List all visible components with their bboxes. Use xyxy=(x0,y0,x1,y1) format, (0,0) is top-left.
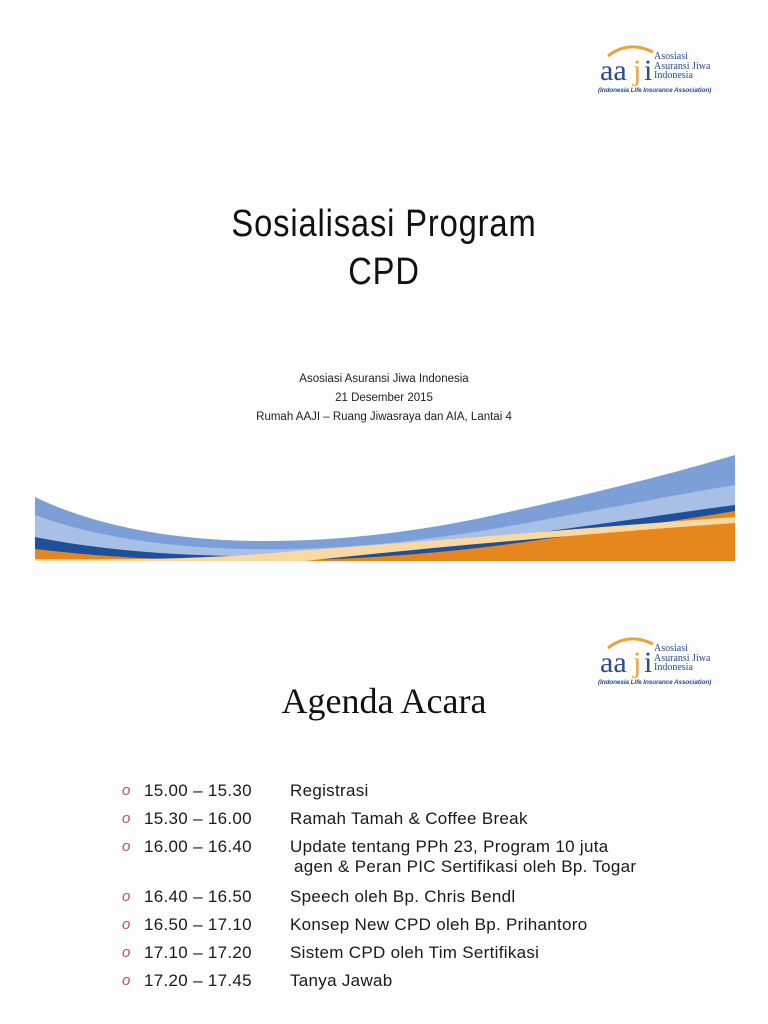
aaji-logo xyxy=(598,42,748,104)
bullet-icon: o xyxy=(122,838,131,855)
agenda-item xyxy=(122,805,636,833)
agenda-list xyxy=(122,777,636,995)
agenda-item xyxy=(122,967,636,995)
agenda-desc: Registrasi xyxy=(290,781,369,800)
svg-text:aa: aa xyxy=(600,54,627,86)
agenda-desc: Konsep New CPD oleh Bp. Prihantoro xyxy=(290,915,588,934)
logo-name: Asosiasi Asuransi Jiwa Indonesia xyxy=(654,51,711,81)
svg-text:i: i xyxy=(644,54,653,86)
event-info xyxy=(32,370,736,427)
event-date: 21 Desember 2015 xyxy=(335,392,433,404)
agenda-time: 17.20 – 17.45 xyxy=(144,971,252,990)
logo-tagline: (Indonesia Life Insurance Association) xyxy=(598,679,712,686)
agenda-desc: Speech oleh Bp. Chris Bendl xyxy=(290,887,516,906)
svg-text:i: i xyxy=(644,646,653,678)
decorative-wave xyxy=(35,455,735,561)
agenda-desc: Update tentang PPh 23, Program 10 juta xyxy=(290,837,609,856)
agenda-desc: Tanya Jawab xyxy=(290,971,393,990)
agenda-item xyxy=(122,883,636,911)
agenda-title: Agenda Acara xyxy=(281,681,487,721)
logo-tagline: (Indonesia Life Insurance Association) xyxy=(598,87,712,94)
agenda-time: 15.30 – 16.00 xyxy=(144,809,252,828)
bullet-icon: o xyxy=(122,810,131,827)
agenda-desc: Sistem CPD oleh Tim Sertifikasi xyxy=(290,943,540,962)
aaji-logo-mark-icon xyxy=(598,634,658,678)
svg-text:j: j xyxy=(633,54,642,86)
svg-text:j: j xyxy=(633,646,642,678)
bullet-icon: o xyxy=(122,944,131,961)
agenda-time: 16.50 – 17.10 xyxy=(144,915,252,934)
agenda-time: 17.10 – 17.20 xyxy=(144,943,252,962)
title-slide xyxy=(32,30,736,590)
bullet-icon: o xyxy=(122,782,131,799)
svg-text:aa: aa xyxy=(600,646,627,678)
agenda-desc-continuation: agen & Peran PIC Sertifikasi oleh Bp. Togar xyxy=(294,857,637,876)
agenda-time: 15.00 – 15.30 xyxy=(144,781,252,800)
agenda-slide xyxy=(32,622,736,1024)
agenda-time: 16.40 – 16.50 xyxy=(144,887,252,906)
agenda-item xyxy=(122,777,636,805)
agenda-desc: Ramah Tamah & Coffee Break xyxy=(290,809,528,828)
bullet-icon: o xyxy=(122,888,131,905)
bullet-icon: o xyxy=(122,916,131,933)
event-venue: Rumah AAJI – Ruang Jiwasraya dan AIA, Lantai 4 xyxy=(256,411,512,423)
logo-name: Asosiasi Asuransi Jiwa Indonesia xyxy=(654,643,711,673)
agenda-item xyxy=(122,939,636,967)
agenda-item xyxy=(122,911,636,939)
organization: Asosiasi Asuransi Jiwa Indonesia xyxy=(299,373,469,385)
slide-title: Sosialisasi Program CPD xyxy=(231,203,537,293)
bullet-icon: o xyxy=(122,972,131,989)
aaji-logo-mark-icon xyxy=(598,42,658,86)
agenda-time: 16.00 – 16.40 xyxy=(144,837,252,856)
